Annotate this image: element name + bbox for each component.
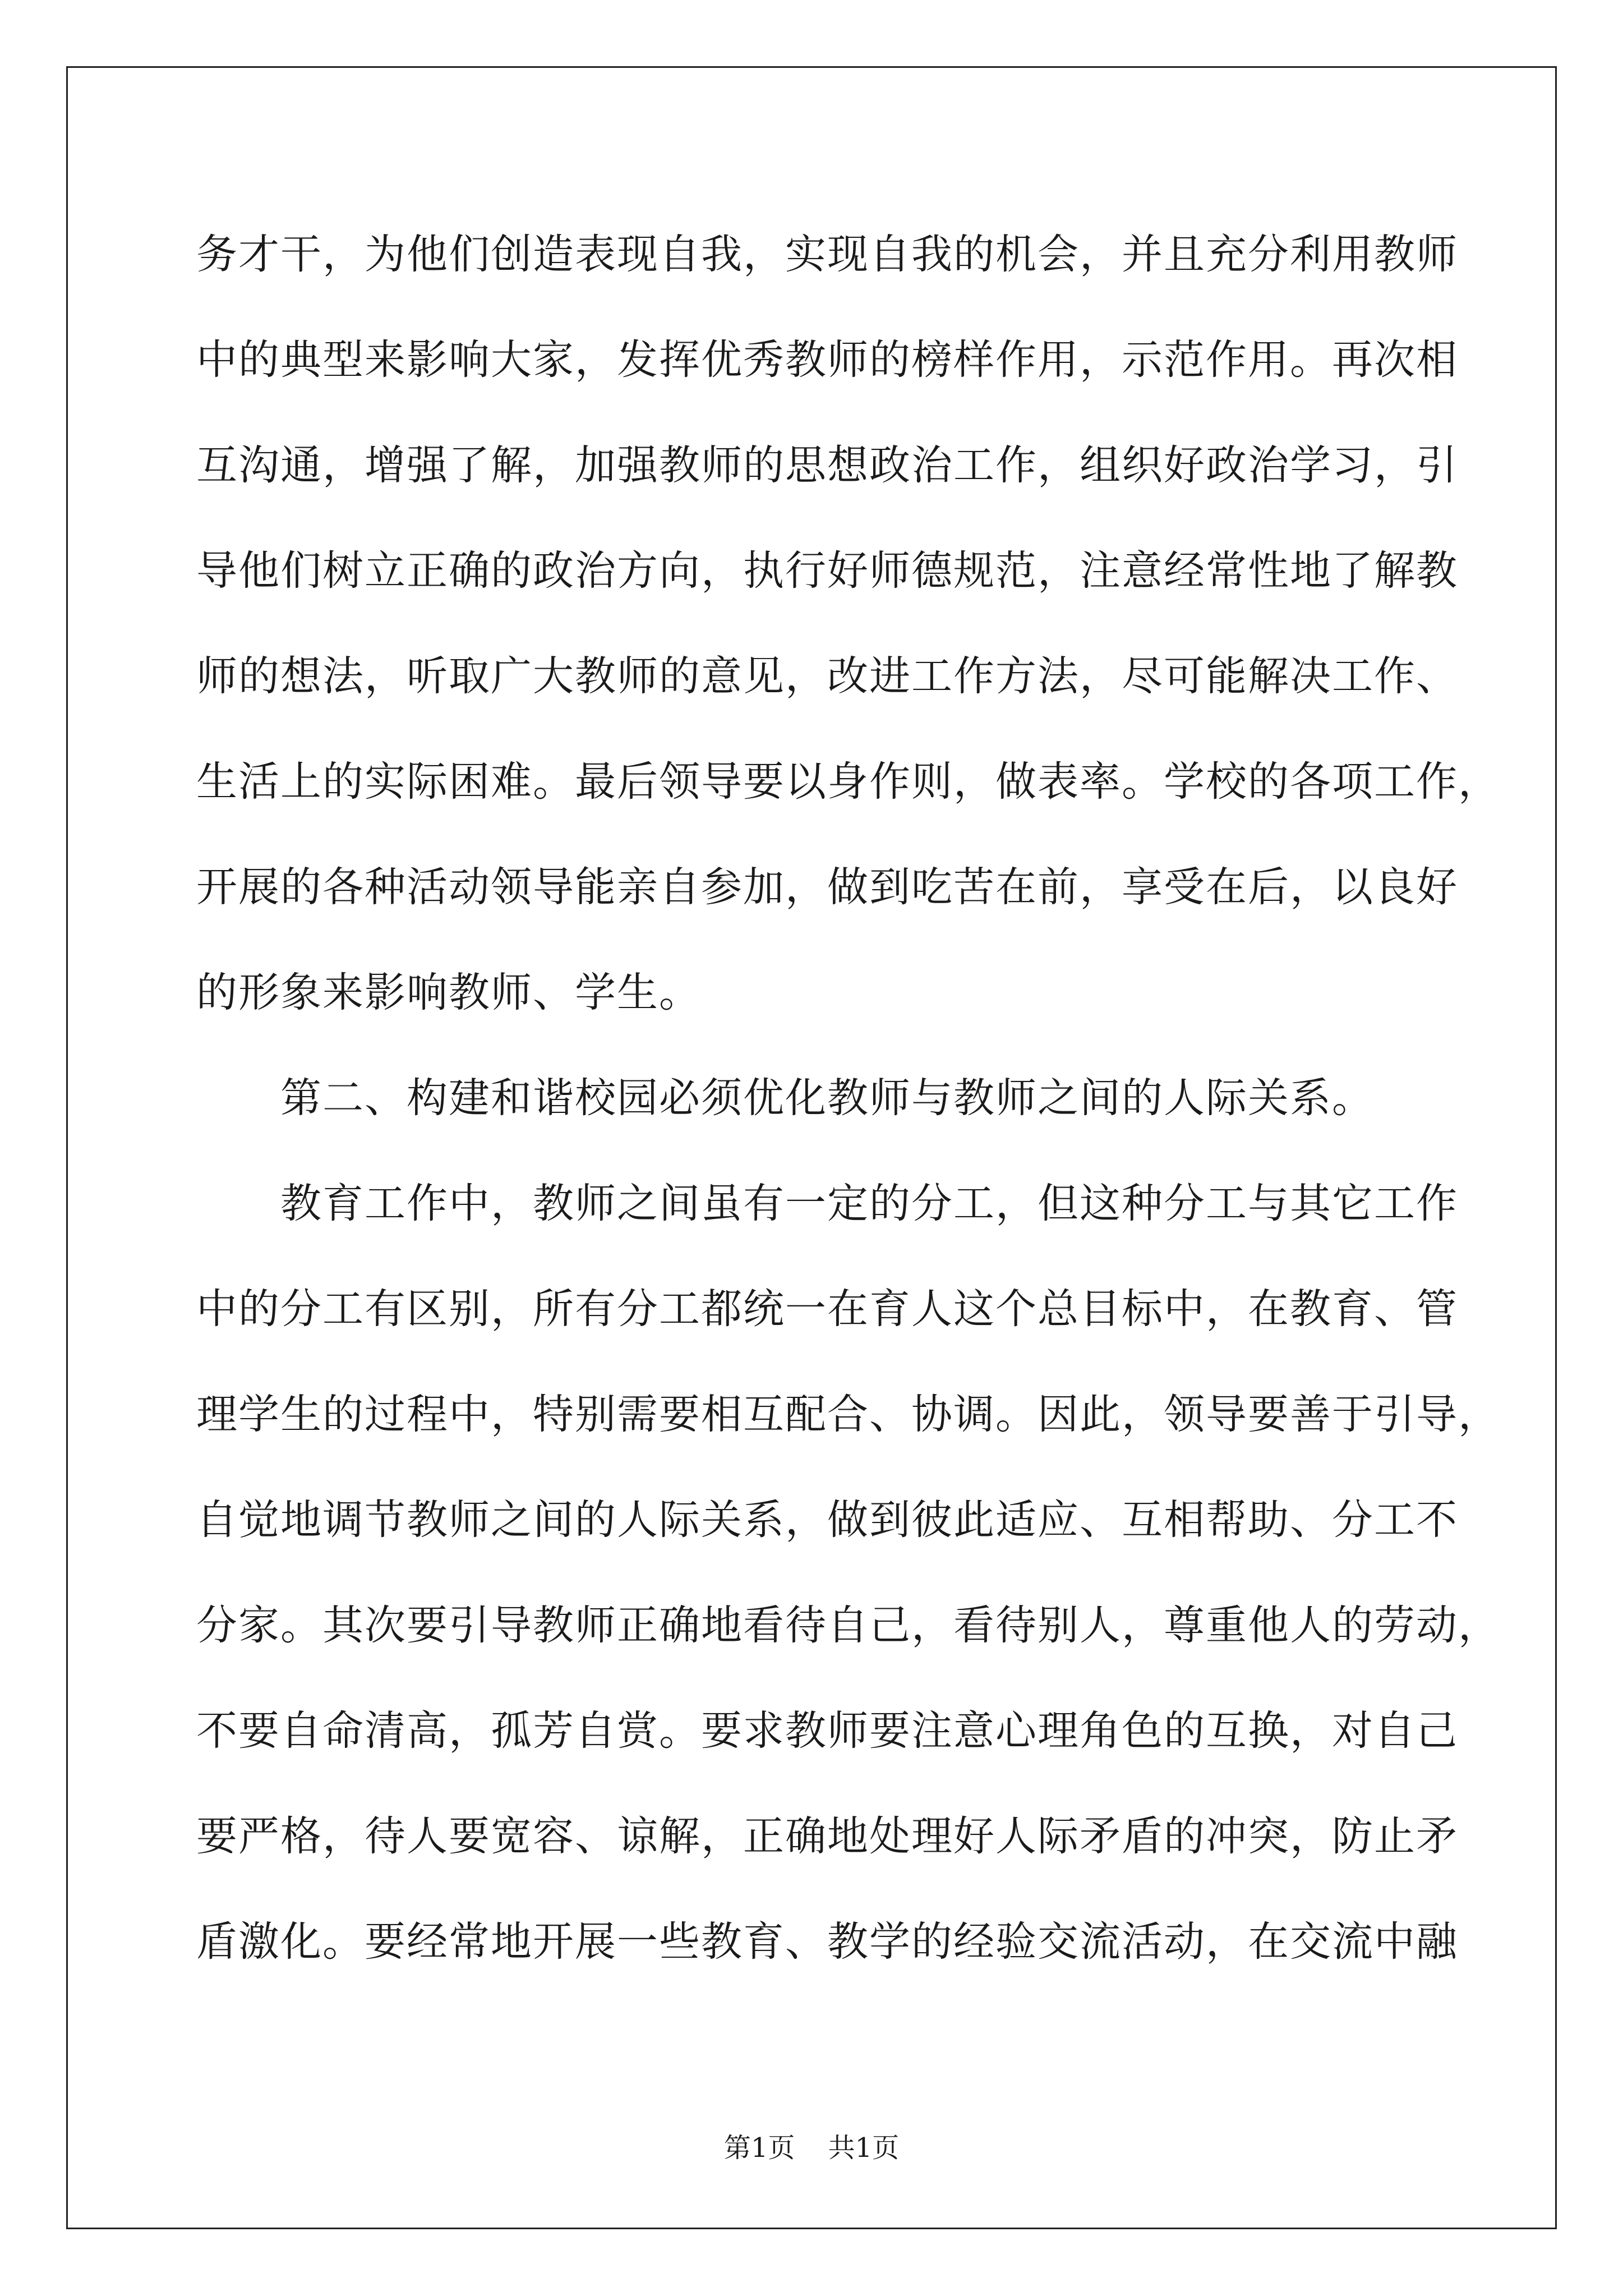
text-line: 师的想法，听取广大教师的意见，改进工作方法，尽可能解决工作、 [196, 652, 1458, 700]
text-line: 中的典型来影响大家，发挥优秀教师的榜样作用，示范作用。再次相 [196, 336, 1458, 384]
text-line: 的形象来影响教师、学生。 [196, 969, 701, 1016]
text-line: 务才干，为他们创造表现自我，实现自我的机会，并且充分利用教师 [196, 231, 1458, 278]
document-body [196, 202, 1500, 1995]
text-line: 开展的各种活动领导能亲自参加，做到吃苦在前，享受在后，以良好 [196, 863, 1458, 911]
text-line: 理学生的过程中，特别需要相互配合、协调。因此，领导要善于引导， [196, 1391, 1500, 1438]
text-line: 互沟通，增强了解，加强教师的思想政治工作，组织好政治学习，引 [196, 441, 1458, 489]
text-line: 分家。其次要引导教师正确地看待自己，看待别人，尊重他人的劳动， [196, 1602, 1500, 1649]
page-total: 共1页 [828, 2132, 900, 2164]
text-line: 自觉地调节教师之间的人际关系，做到彼此适应、互相帮助、分工不 [196, 1496, 1458, 1544]
text-line: 教育工作中，教师之间虽有一定的分工，但这种分工与其它工作 [280, 1180, 1458, 1227]
text-line: 不要自命清高，孤芳自赏。要求教师要注意心理角色的互换，对自己 [196, 1707, 1458, 1755]
page-footer [0, 2126, 1623, 2165]
text-line: 生活上的实际困难。最后领导要以身作则，做表率。学校的各项工作， [196, 758, 1500, 806]
text-line: 导他们树立正确的政治方向，执行好师德规范，注意经常性地了解教 [196, 547, 1458, 595]
page-number: 第1页 [723, 2132, 795, 2164]
text-line: 要严格，待人要宽容、谅解，正确地处理好人际矛盾的冲突，防止矛 [196, 1812, 1458, 1860]
text-line: 第二、构建和谐校园必须优化教师与教师之间的人际关系。 [280, 1074, 1374, 1122]
text-line: 中的分工有区别，所有分工都统一在育人这个总目标中，在教育、管 [196, 1285, 1458, 1333]
text-line: 盾激化。要经常地开展一些教育、教学的经验交流活动，在交流中融 [196, 1918, 1458, 1966]
